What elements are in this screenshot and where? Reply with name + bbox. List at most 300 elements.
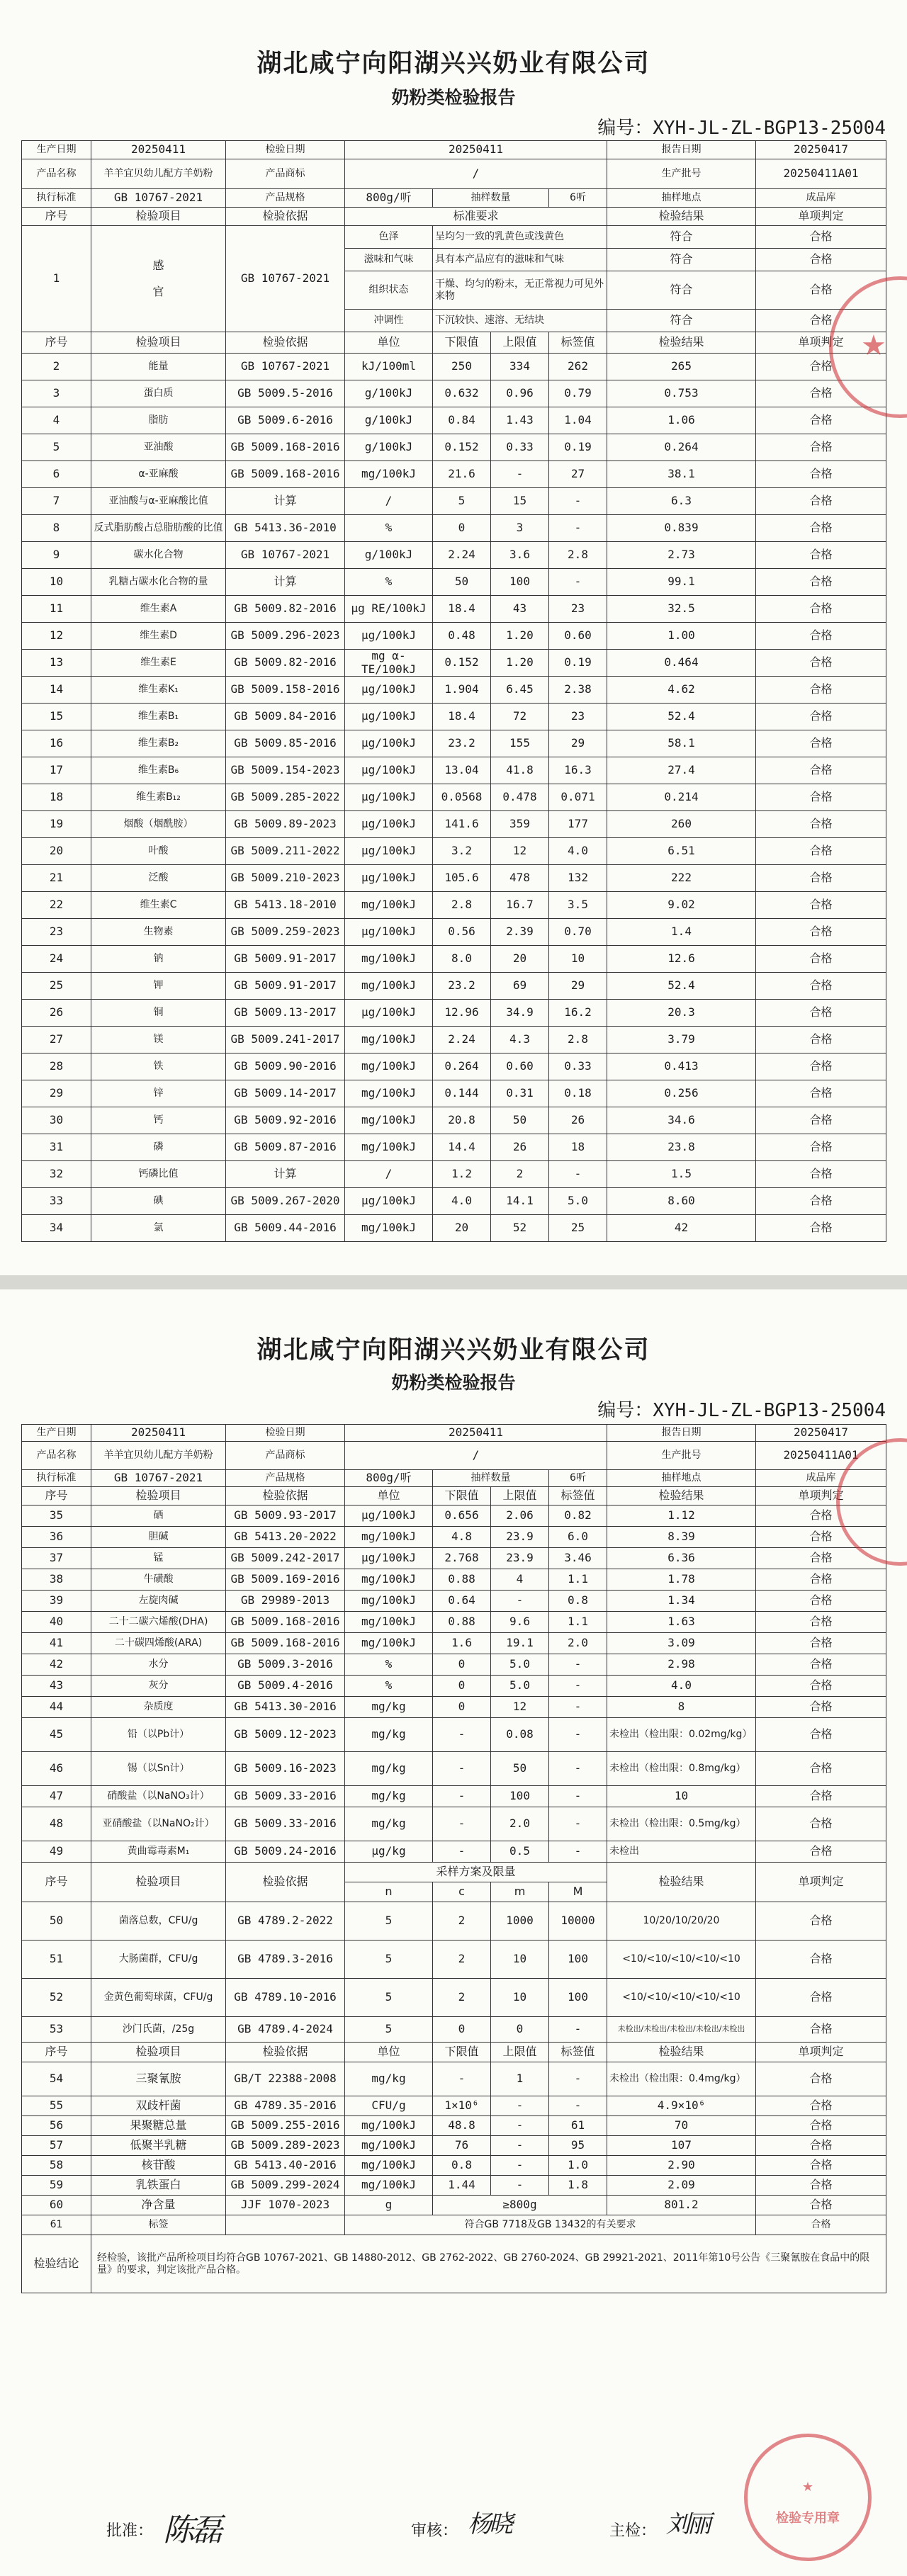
item-verdict: 合格 <box>756 1633 886 1654</box>
item-basis: GB 5009.85-2016 <box>226 730 345 757</box>
item-basis: GB/T 22388-2008 <box>226 2062 345 2096</box>
item-name: 维生素B₂ <box>91 730 226 757</box>
item-verdict: 合格 <box>756 461 886 488</box>
item-low: 4.0 <box>433 1188 491 1215</box>
micro-item: 大肠菌群，CFU/g <box>91 1941 226 1979</box>
item-no: 33 <box>22 1188 91 1215</box>
item-name: 铅（以Pb计） <box>91 1718 226 1752</box>
spec-label: 产品规格 <box>226 1470 345 1487</box>
data-row <box>22 1591 886 1612</box>
item-unit: μg RE/100kJ <box>345 596 433 623</box>
item-unit: μg/100kJ <box>345 677 433 704</box>
data-row <box>22 488 886 515</box>
item-low: 符合GB 7718及GB 13432的有关要求 <box>345 2215 756 2235</box>
item-result: 2.09 <box>607 2176 756 2196</box>
item-no: 26 <box>22 1000 91 1027</box>
item-high: 4.3 <box>491 1027 549 1053</box>
item-verdict: 合格 <box>756 407 886 434</box>
item-low: - <box>433 1718 491 1752</box>
data-row <box>22 2136 886 2156</box>
item-low: 0.48 <box>433 623 491 650</box>
data-row <box>22 1506 886 1527</box>
header-row <box>22 1442 886 1470</box>
data-row <box>22 461 886 488</box>
col-verdict: 单项判定 <box>756 1487 886 1506</box>
data-row <box>22 2176 886 2196</box>
col-high: 上限值 <box>491 332 549 354</box>
item-basis: GB 5413.20-2022 <box>226 1527 345 1548</box>
item-low: 5 <box>433 488 491 515</box>
data-row <box>22 542 886 569</box>
item-label-value: 18 <box>549 1134 607 1161</box>
col-unit: 单位 <box>345 332 433 354</box>
item-unit: μg/100kJ <box>345 784 433 811</box>
item-label-value: 0.79 <box>549 380 607 407</box>
sensory-verdict: 合格 <box>756 249 886 271</box>
item-label-value: - <box>549 1841 607 1863</box>
report-page-2 <box>0 1289 907 2576</box>
item-low: 76 <box>433 2136 491 2156</box>
review-label: 审核： <box>411 2522 458 2540</box>
sensory-header-row <box>22 208 886 226</box>
header-row <box>22 141 886 159</box>
item-high: 2.39 <box>491 919 549 946</box>
item-verdict: 合格 <box>756 1841 886 1863</box>
header-row <box>22 159 886 189</box>
item-label-value: - <box>549 1786 607 1807</box>
item-basis: GB 5009.3-2016 <box>226 1654 345 1676</box>
data-row <box>22 1548 886 1569</box>
item-no: 22 <box>22 892 91 919</box>
item-high: 50 <box>491 1107 549 1134</box>
item-unit: mg/100kJ <box>345 1053 433 1080</box>
micro-verdict: 合格 <box>756 1902 886 1941</box>
item-no: 6 <box>22 461 91 488</box>
item-label-value: 10 <box>549 946 607 973</box>
item-result: 10 <box>607 1786 756 1807</box>
item-no: 10 <box>22 569 91 596</box>
prod-date: 20250411 <box>91 141 226 159</box>
report-title: 奶粉类检验报告 <box>391 1372 516 1393</box>
item-low: 18.4 <box>433 704 491 730</box>
item-no: 34 <box>22 1215 91 1242</box>
micro-basis: GB 4789.2-2022 <box>226 1902 345 1941</box>
col-verdict: 单项判定 <box>756 208 886 226</box>
item-verdict: 合格 <box>756 2196 886 2215</box>
report-number: 编号：XYH-JL-ZL-BGP13-25004 <box>597 1400 886 1421</box>
item-high: 2 <box>491 1161 549 1188</box>
prod-date: 20250411 <box>91 1425 226 1442</box>
item-unit: g/100kJ <box>345 380 433 407</box>
data-row <box>22 704 886 730</box>
item-basis: JJF 1070-2023 <box>226 2196 345 2215</box>
item-basis: GB 5009.289-2023 <box>226 2136 345 2156</box>
data-row <box>22 838 886 865</box>
item-basis: 计算 <box>226 488 345 515</box>
item-no: 29 <box>22 1080 91 1107</box>
item-basis: GB 5413.40-2016 <box>226 2156 345 2176</box>
item-verdict: 合格 <box>756 2116 886 2136</box>
item-basis: GB 5009.82-2016 <box>226 596 345 623</box>
item-result: 4.0 <box>607 1676 756 1697</box>
spec-label: 产品规格 <box>226 189 345 208</box>
item-low: 2.8 <box>433 892 491 919</box>
report-date: 20250417 <box>756 1425 886 1442</box>
item-label-value: 0.33 <box>549 1053 607 1080</box>
item-result: 1.78 <box>607 1569 756 1591</box>
item-label-value: 3.5 <box>549 892 607 919</box>
sample-place-label: 抽样地点 <box>607 1470 756 1487</box>
micro-n: 5 <box>345 1941 433 1979</box>
item-high: 50 <box>491 1752 549 1786</box>
item-verdict: 合格 <box>756 1080 886 1107</box>
item-unit: mg/100kJ <box>345 1527 433 1548</box>
item-label-value: 1.1 <box>549 1612 607 1633</box>
item-no: 58 <box>22 2156 91 2176</box>
report-date: 20250417 <box>756 141 886 159</box>
item-no: 28 <box>22 1053 91 1080</box>
item-high: 4 <box>491 1569 549 1591</box>
item-name: 能量 <box>91 354 226 380</box>
item-name: 灰分 <box>91 1676 226 1697</box>
item-no: 38 <box>22 1569 91 1591</box>
item-unit: μg/100kJ <box>345 1188 433 1215</box>
header-row <box>22 1425 886 1442</box>
item-result: 0.256 <box>607 1080 756 1107</box>
item-low: 1.2 <box>433 1161 491 1188</box>
item-unit: μg/100kJ <box>345 865 433 892</box>
item-unit: mg/100kJ <box>345 1134 433 1161</box>
item-verdict: 合格 <box>756 1654 886 1676</box>
item-low: 0.152 <box>433 650 491 677</box>
item-basis: GB 5009.5-2016 <box>226 380 345 407</box>
item-no: 3 <box>22 380 91 407</box>
sensory-sub-name: 冲调性 <box>345 310 433 332</box>
item-name: 脂肪 <box>91 407 226 434</box>
item-no: 56 <box>22 2116 91 2136</box>
item-verdict: 合格 <box>756 569 886 596</box>
item-result: 2.90 <box>607 2156 756 2176</box>
item-label-value: 3.46 <box>549 1548 607 1569</box>
col-verdict: 单项判定 <box>756 2043 886 2062</box>
item-high: 359 <box>491 811 549 838</box>
item-verdict: 合格 <box>756 542 886 569</box>
data-row <box>22 757 886 784</box>
item-label-value: - <box>549 1807 607 1841</box>
item-verdict: 合格 <box>756 838 886 865</box>
data-row <box>22 2156 886 2176</box>
item-basis: 计算 <box>226 1161 345 1188</box>
item-label-value: 177 <box>549 811 607 838</box>
item-name: 胆碱 <box>91 1527 226 1548</box>
inspection-table-1 <box>21 140 886 1242</box>
item-name: 二十碳四烯酸(ARA) <box>91 1633 226 1654</box>
item-low: 0.88 <box>433 1569 491 1591</box>
item-high: 3 <box>491 515 549 542</box>
item-high: - <box>491 2116 549 2136</box>
item-verdict: 合格 <box>756 354 886 380</box>
item-verdict: 合格 <box>756 784 886 811</box>
column-header-row <box>22 332 886 354</box>
item-basis: GB 5009.211-2022 <box>226 838 345 865</box>
column-header-row <box>22 1487 886 1506</box>
item-unit: μg/100kJ <box>345 919 433 946</box>
item-low: 0 <box>433 1697 491 1718</box>
item-result: 58.1 <box>607 730 756 757</box>
sample-place: 成品库 <box>756 189 886 208</box>
item-name: 叶酸 <box>91 838 226 865</box>
data-row <box>22 2215 886 2235</box>
item-basis: GB 5009.242-2017 <box>226 1548 345 1569</box>
item-no: 57 <box>22 2136 91 2156</box>
item-basis: GB 5009.92-2016 <box>226 1107 345 1134</box>
item-no: 4 <box>22 407 91 434</box>
report-title: 奶粉类检验报告 <box>391 87 516 108</box>
item-low: 21.6 <box>433 461 491 488</box>
sample-place: 成品库 <box>756 1470 886 1487</box>
item-unit: kJ/100ml <box>345 354 433 380</box>
item-no: 40 <box>22 1612 91 1633</box>
micro-no: 50 <box>22 1902 91 1941</box>
item-unit: mg/100kJ <box>345 2116 433 2136</box>
item-high: 0.08 <box>491 1718 549 1752</box>
item-label-value: - <box>549 515 607 542</box>
item-name: 碳水化合物 <box>91 542 226 569</box>
sample-place-label: 抽样地点 <box>607 189 756 208</box>
item-name: 双歧杆菌 <box>91 2096 226 2116</box>
item-no: 21 <box>22 865 91 892</box>
item-name: 硒 <box>91 1506 226 1527</box>
item-high: 1 <box>491 2062 549 2096</box>
item-no: 32 <box>22 1161 91 1188</box>
report-date-label: 报告日期 <box>607 141 756 159</box>
item-low: 0.88 <box>433 1612 491 1633</box>
item-low: 2.768 <box>433 1548 491 1569</box>
item-name: 铁 <box>91 1053 226 1080</box>
item-no: 59 <box>22 2176 91 2196</box>
item-name: 锌 <box>91 1080 226 1107</box>
item-label-value: 61 <box>549 2116 607 2136</box>
micro-row <box>22 1979 886 2017</box>
item-name: 维生素B₆ <box>91 757 226 784</box>
micro-result: <10/<10/<10/<10/<10 <box>607 1941 756 1979</box>
item-high: 20 <box>491 946 549 973</box>
item-low: 0.264 <box>433 1053 491 1080</box>
col-high: 上限值 <box>491 1487 549 1506</box>
item-basis: GB 5009.4-2016 <box>226 1676 345 1697</box>
item-unit: μg/100kJ <box>345 1000 433 1027</box>
col-basis: 检验依据 <box>226 332 345 354</box>
item-name: 杂质度 <box>91 1697 226 1718</box>
item-label-value: 16.3 <box>549 757 607 784</box>
micro-m: 0 <box>491 2017 549 2043</box>
item-verdict: 合格 <box>756 1000 886 1027</box>
data-row <box>22 1188 886 1215</box>
item-low: 4.8 <box>433 1527 491 1548</box>
item-unit: μg/100kJ <box>345 1506 433 1527</box>
item-basis: GB 5009.24-2016 <box>226 1841 345 1863</box>
micro-basis: GB 4789.10-2016 <box>226 1979 345 2017</box>
item-basis: 计算 <box>226 569 345 596</box>
item-no: 23 <box>22 919 91 946</box>
item-verdict: 合格 <box>756 515 886 542</box>
trademark: / <box>345 1442 607 1470</box>
item-no: 13 <box>22 650 91 677</box>
item-no: 2 <box>22 354 91 380</box>
item-low: 1×10⁶ <box>433 2096 491 2116</box>
item-result: 38.1 <box>607 461 756 488</box>
item-name: 铜 <box>91 1000 226 1027</box>
trademark-label: 产品商标 <box>226 1442 345 1470</box>
item-label-value: 0.19 <box>549 650 607 677</box>
col-result: 检验结果 <box>607 2043 756 2062</box>
item-low: 0.56 <box>433 919 491 946</box>
micro-c: 2 <box>433 1902 491 1941</box>
item-basis: GB 5009.14-2017 <box>226 1080 345 1107</box>
data-row <box>22 1161 886 1188</box>
col-label: 标签值 <box>549 332 607 354</box>
insp-date: 20250411 <box>345 1425 607 1442</box>
item-verdict: 合格 <box>756 2062 886 2096</box>
item-high: 0.31 <box>491 1080 549 1107</box>
item-basis: GB 5413.36-2010 <box>226 515 345 542</box>
item-low: 141.6 <box>433 811 491 838</box>
item-verdict: 合格 <box>756 677 886 704</box>
sensory-item-b: 官 <box>152 284 164 298</box>
item-basis: GB 10767-2021 <box>226 542 345 569</box>
col-basis: 检验依据 <box>226 208 345 226</box>
item-verdict: 合格 <box>756 1569 886 1591</box>
sample-qty-label: 抽样数量 <box>433 189 549 208</box>
item-verdict: 合格 <box>756 1548 886 1569</box>
item-basis: GB 5413.30-2016 <box>226 1697 345 1718</box>
item-result: 1.12 <box>607 1506 756 1527</box>
item-low: 0.144 <box>433 1080 491 1107</box>
column-header-row <box>22 2043 886 2062</box>
item-label-value: 0.19 <box>549 434 607 461</box>
micro-col-no: 序号 <box>22 1863 91 1902</box>
micro-verdict: 合格 <box>756 2017 886 2043</box>
item-verdict: 合格 <box>756 811 886 838</box>
item-name: 钙 <box>91 1107 226 1134</box>
item-basis: GB 5009.33-2016 <box>226 1786 345 1807</box>
data-row <box>22 811 886 838</box>
col-low: 下限值 <box>433 1487 491 1506</box>
item-unit: mg/100kJ <box>345 1612 433 1633</box>
data-row <box>22 1676 886 1697</box>
item-result: 2.98 <box>607 1654 756 1676</box>
micro-M: 100 <box>549 1941 607 1979</box>
item-high: 3.6 <box>491 542 549 569</box>
item-result: 0.413 <box>607 1053 756 1080</box>
micro-c: 2 <box>433 1979 491 2017</box>
micro-result: 10/20/10/20/20 <box>607 1902 756 1941</box>
item-low: 105.6 <box>433 865 491 892</box>
item-high: 0.60 <box>491 1053 549 1080</box>
item-no: 61 <box>22 2215 91 2235</box>
item-verdict: 合格 <box>756 1134 886 1161</box>
data-row <box>22 1718 886 1752</box>
item-unit: mg/100kJ <box>345 2156 433 2176</box>
data-row <box>22 1569 886 1591</box>
item-result: 27.4 <box>607 757 756 784</box>
item-high: 478 <box>491 865 549 892</box>
item-low: 0.632 <box>433 380 491 407</box>
item-no: 11 <box>22 596 91 623</box>
spec: 800g/听 <box>345 1470 433 1487</box>
item-unit: mg/100kJ <box>345 1569 433 1591</box>
product-name-label: 产品名称 <box>22 1442 91 1470</box>
col-label: 标签值 <box>549 2043 607 2062</box>
item-verdict: 合格 <box>756 1027 886 1053</box>
item-result: 70 <box>607 2116 756 2136</box>
item-name: 钙磷比值 <box>91 1161 226 1188</box>
batch-label: 生产批号 <box>607 1442 756 1470</box>
item-no: 41 <box>22 1633 91 1654</box>
item-result: 265 <box>607 354 756 380</box>
item-unit: g/100kJ <box>345 407 433 434</box>
item-basis: GB 5009.16-2023 <box>226 1752 345 1786</box>
item-name: 磷 <box>91 1134 226 1161</box>
item-basis: GB 5009.255-2016 <box>226 2116 345 2136</box>
item-unit: μg/100kJ <box>345 838 433 865</box>
item-label-value: - <box>549 569 607 596</box>
item-high: 5.0 <box>491 1676 549 1697</box>
item-unit: μg/kg <box>345 1841 433 1863</box>
item-name: 三聚氰胺 <box>91 2062 226 2096</box>
item-basis: GB 5009.168-2016 <box>226 1612 345 1633</box>
item-high: 19.1 <box>491 1633 549 1654</box>
data-row <box>22 677 886 704</box>
col-basis: 检验依据 <box>226 2043 345 2062</box>
item-label-value: 262 <box>549 354 607 380</box>
item-name: 镁 <box>91 1027 226 1053</box>
micro-M: 100 <box>549 1979 607 2017</box>
micro-col-m: m <box>491 1882 549 1902</box>
item-name: 乳糖占碳水化合物的量 <box>91 569 226 596</box>
item-low: 0 <box>433 515 491 542</box>
item-result: 2.73 <box>607 542 756 569</box>
sensory-req: 下沉较快、速溶、无结块 <box>433 310 607 332</box>
item-name: 二十二碳六烯酸(DHA) <box>91 1612 226 1633</box>
item-high: - <box>491 1591 549 1612</box>
item-no: 7 <box>22 488 91 515</box>
item-verdict: 合格 <box>756 1807 886 1841</box>
col-unit: 单位 <box>345 2043 433 2062</box>
item-verdict: 合格 <box>756 1752 886 1786</box>
item-low: 14.4 <box>433 1134 491 1161</box>
micro-n: 5 <box>345 2017 433 2043</box>
item-result: 1.63 <box>607 1612 756 1633</box>
data-row <box>22 407 886 434</box>
item-basis: GB 5009.158-2016 <box>226 677 345 704</box>
item-no: 18 <box>22 784 91 811</box>
item-high: 14.1 <box>491 1188 549 1215</box>
sensory-row <box>22 226 886 249</box>
item-unit: μg/100kJ <box>345 704 433 730</box>
item-unit: mg/kg <box>345 1697 433 1718</box>
data-row <box>22 1786 886 1807</box>
sample-qty: 6听 <box>549 189 607 208</box>
micro-verdict: 合格 <box>756 1941 886 1979</box>
sensory-result: 符合 <box>607 310 756 332</box>
approver-signature: 陈磊 <box>163 2512 220 2548</box>
item-unit: μg/100kJ <box>345 811 433 838</box>
item-no: 54 <box>22 2062 91 2096</box>
item-high: 100 <box>491 1786 549 1807</box>
data-row <box>22 1134 886 1161</box>
item-low: 1.44 <box>433 2176 491 2196</box>
